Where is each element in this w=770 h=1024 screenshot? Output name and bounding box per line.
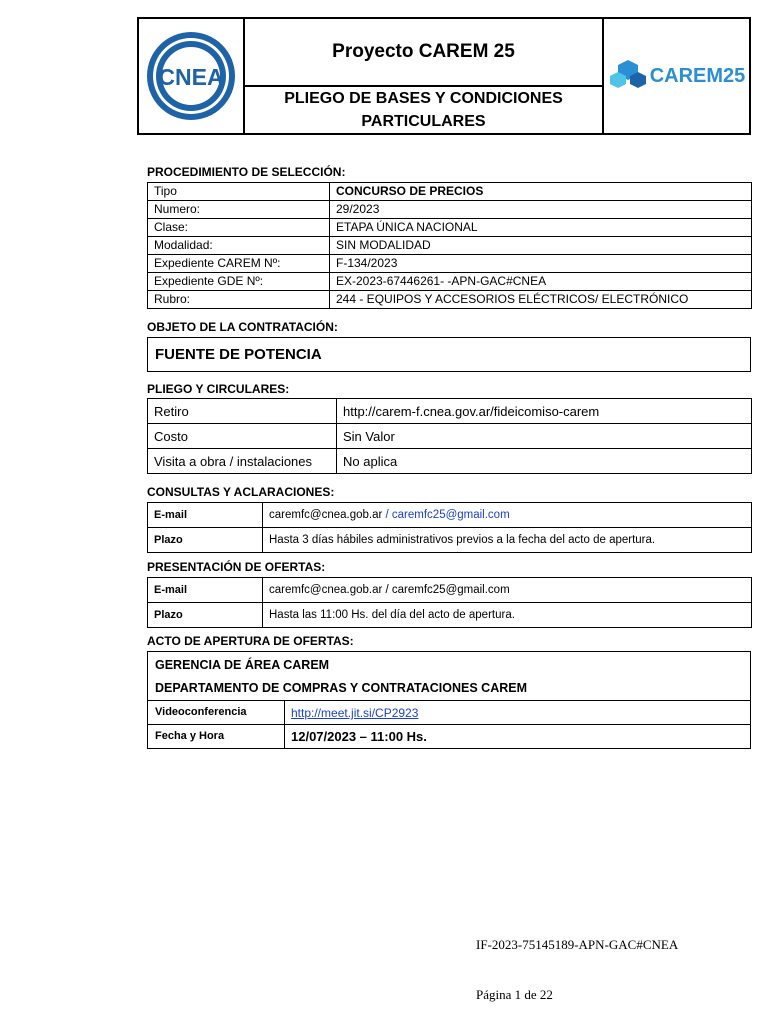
subtitle-line-2: PARTICULARES (361, 113, 486, 130)
table-row (148, 424, 752, 449)
consultas-table (147, 502, 752, 553)
svg-text:CNEA: CNEA (158, 64, 224, 90)
document-header (137, 17, 751, 135)
apertura-fecha-row (148, 724, 750, 749)
videoconferencia-link[interactable]: http://meet.jit.si/CP2923 (291, 706, 419, 720)
pliego-label: Costo (148, 424, 337, 449)
pliego-table (147, 398, 752, 474)
apertura-gerencia: GERENCIA DE ÁREA CAREM (155, 658, 330, 672)
presentacion-title: PRESENTACIÓN DE OFERTAS: (147, 560, 326, 574)
document-id: IF-2023-75145189-APN-GAC#CNEA (476, 937, 679, 952)
consultas-email-value[interactable] (263, 503, 752, 528)
email-secondary[interactable]: / caremfc25@gmail.com (382, 509, 510, 521)
page-number: Página 1 de 22 (476, 987, 553, 1002)
pliego-value: No aplica (337, 449, 752, 474)
apertura-video-label: Videoconferencia (155, 706, 247, 718)
procedimiento-table (147, 182, 752, 309)
email-primary[interactable]: caremfc@cnea.gob.ar (269, 509, 383, 521)
divider (284, 725, 285, 749)
presentacion-email-value[interactable]: caremfc@cnea.gob.ar / caremfc25@gmail.com (263, 578, 752, 603)
presentacion-table (147, 577, 752, 628)
table-row (148, 219, 752, 237)
table-row (148, 183, 752, 201)
consultas-email-label: E-mail (148, 503, 263, 528)
carem-hexagon-icon (608, 58, 648, 94)
procedimiento-label: Clase: (148, 219, 330, 237)
table-row (148, 273, 752, 291)
table-row (148, 201, 752, 219)
apertura-box (147, 651, 751, 749)
carem25-logo-text: CAREM25 (649, 64, 746, 87)
procedimiento-label: Tipo (148, 183, 330, 201)
document-subtitle (245, 87, 604, 133)
pliego-value: Sin Valor (337, 424, 752, 449)
procedimiento-value: 244 - EQUIPOS Y ACCESORIOS ELÉCTRICOS/ ELECTRÓNICO (330, 291, 752, 309)
procedimiento-label: Rubro: (148, 291, 330, 309)
presentacion-plazo-value: Hasta las 11:00 Hs. del día del acto de apertura. (263, 603, 752, 628)
procedimiento-label: Numero: (148, 201, 330, 219)
presentacion-plazo-label: Plazo (148, 603, 263, 628)
apertura-fecha-label: Fecha y Hora (155, 730, 225, 742)
table-row (148, 578, 752, 603)
table-row (148, 291, 752, 309)
presentacion-email-label: E-mail (148, 578, 263, 603)
procedimiento-value: SIN MODALIDAD (330, 237, 752, 255)
procedimiento-value: ETAPA ÚNICA NACIONAL (330, 219, 752, 237)
table-row (148, 603, 752, 628)
procedimiento-label: Modalidad: (148, 237, 330, 255)
subtitle-line-1: PLIEGO DE BASES Y CONDICIONES (284, 90, 563, 107)
table-row (148, 237, 752, 255)
apertura-title: ACTO DE APERTURA DE OFERTAS: (147, 634, 354, 648)
table-row (148, 399, 752, 424)
pliego-label: Visita a obra / instalaciones (148, 449, 337, 474)
table-row (148, 528, 752, 553)
procedimiento-label: Expediente CAREM Nº: (148, 255, 330, 273)
procedimiento-value: CONCURSO DE PRECIOS (330, 183, 752, 201)
cnea-logo-cell (139, 19, 245, 133)
divider (284, 701, 285, 725)
pliego-title: PLIEGO Y CIRCULARES: (147, 382, 290, 396)
document-title: Proyecto CAREM 25 (245, 19, 604, 87)
table-row (148, 449, 752, 474)
consultas-title: CONSULTAS Y ACLARACIONES: (147, 485, 335, 499)
pliego-value[interactable]: http://carem-f.cnea.gov.ar/fideicomiso-carem (337, 399, 752, 424)
apertura-departamento: DEPARTAMENTO DE COMPRAS Y CONTRATACIONES CAREM (155, 681, 528, 695)
table-row (148, 255, 752, 273)
objeto-title: OBJETO DE LA CONTRATACIÓN: (147, 320, 338, 334)
procedimiento-label: Expediente GDE Nº: (148, 273, 330, 291)
cnea-logo (139, 19, 243, 133)
procedimiento-value: 29/2023 (330, 201, 752, 219)
carem25-logo (604, 19, 749, 133)
objeto-value: FUENTE DE POTENCIA (147, 337, 751, 372)
procedimiento-value: F-134/2023 (330, 255, 752, 273)
procedimiento-title: PROCEDIMIENTO DE SELECCIÓN: (147, 165, 346, 179)
consultas-plazo-label: Plazo (148, 528, 263, 553)
apertura-fecha-value: 12/07/2023 – 11:00 Hs. (291, 729, 427, 744)
pliego-label: Retiro (148, 399, 337, 424)
apertura-video-row (148, 700, 750, 725)
procedimiento-value: EX-2023-67446261- -APN-GAC#CNEA (330, 273, 752, 291)
consultas-plazo-value: Hasta 3 días hábiles administrativos previos a la fecha del acto de apertura. (263, 528, 752, 553)
table-row (148, 503, 752, 528)
